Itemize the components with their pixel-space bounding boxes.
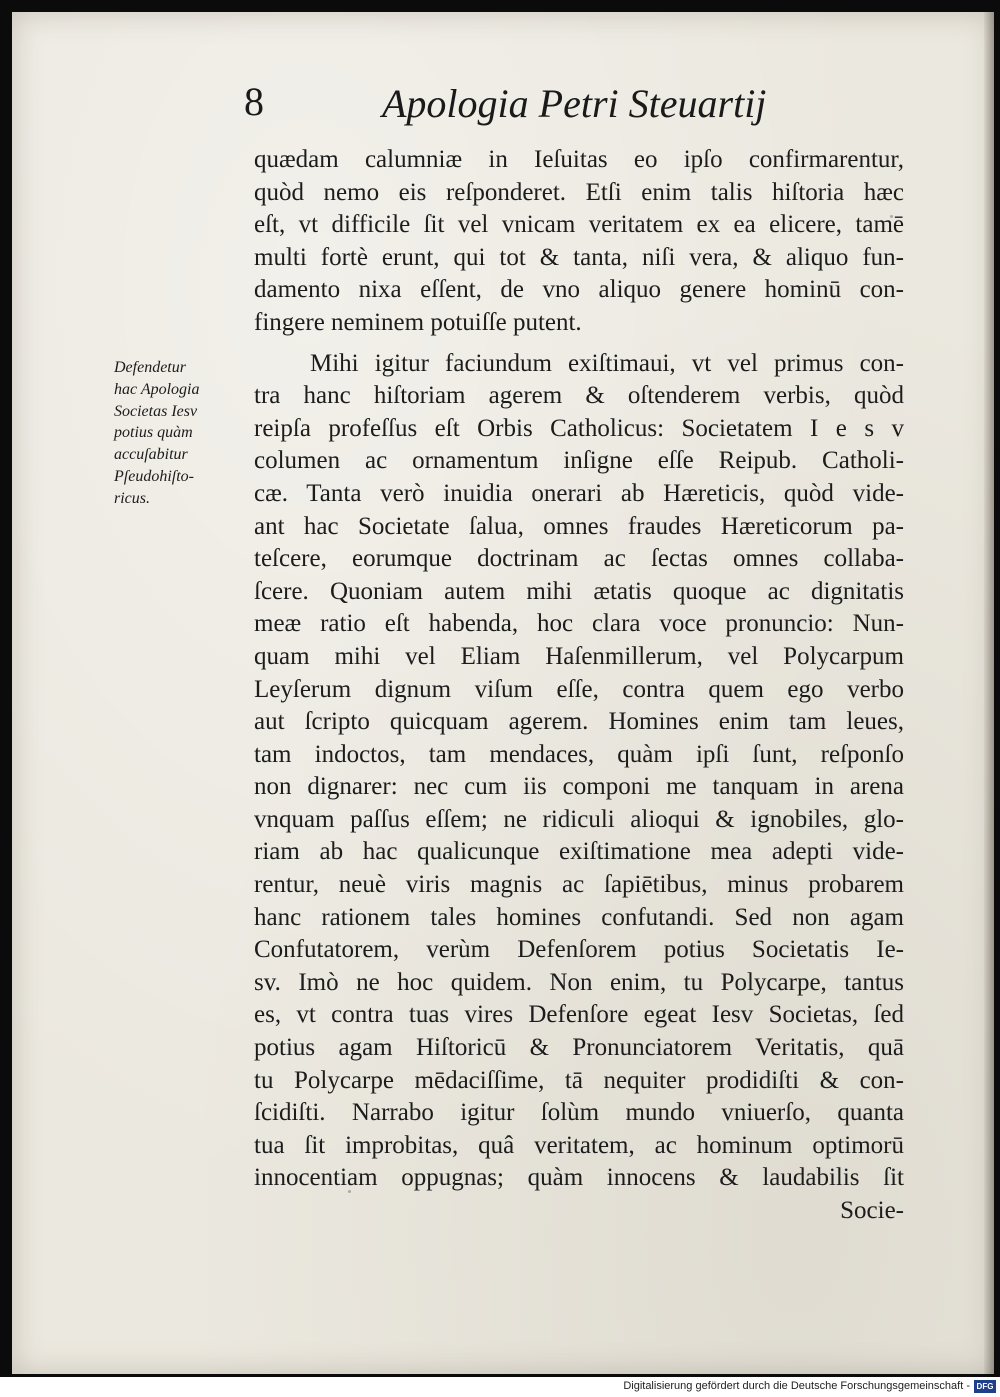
footer-credit: Digitalisierung gefördert durch die Deutsche Forschungsgemeinschaft - [623, 1380, 970, 1392]
text-line: eſt, vt difficile ſit vel vnicam veritatem ex ea elicere, tamē [254, 211, 904, 239]
text-line: ſcidiſti. Narrabo igitur ſolùm mundo vniuerſo, quanta [254, 1099, 904, 1127]
text-line: innocentiam oppugnas; quàm innocens & laudabilis ſit [254, 1164, 904, 1192]
marginal-note [114, 357, 240, 510]
text-line: riam ab hac qualicunque exiſtimatione mea adepti vide- [254, 838, 904, 866]
text-line: es, vt contra tuas vires Defenſore egeat Iesv Societas, ſed [254, 1001, 904, 1029]
body-text [254, 144, 904, 1228]
text-line: Mihi igitur faciundum exiſtimaui, vt vel primus con- [310, 349, 904, 377]
text-line: cæ. Tanta verò inuidia onerari ab Hæreticis, quòd vide- [254, 479, 904, 507]
text-line: quam mihi vel Eliam Haſenmillerum, vel Polycarpum [254, 642, 904, 670]
paper-speck [348, 1190, 351, 1193]
marginal-note-line: accuſabitur [114, 446, 188, 464]
text-line: ant hac Societate ſalua, omnes fraudes Hæreticorum pa- [254, 512, 904, 540]
text-line: sv. Imò ne hoc quidem. Non enim, tu Polycarpe, tantus [254, 968, 904, 996]
text-line: potius agam Hiſtoricū & Pronunciatorem Veritatis, quā [254, 1034, 904, 1062]
dfg-logo: DFG [974, 1380, 996, 1393]
marginal-note-line: hac Apologia [114, 380, 200, 398]
text-line: fingere neminem potuiſſe putent. [254, 308, 582, 336]
text-line: tam indoctos, tam mendaces, quàm ipſi ſunt, reſponſo [254, 740, 904, 768]
text-line: multi fortè erunt, qui tot & tanta, niſi vera, & aliquo fun- [254, 243, 904, 271]
text-line: ſcere. Quoniam autem mihi ætatis quoque ac dignitatis [254, 577, 904, 605]
footer-bar [0, 1377, 1000, 1397]
text-line: hanc rationem tales homines confutandi. Sed non agam [254, 903, 904, 931]
text-line: Leyſerum dignum viſum eſſe, contra quem ego verbo [254, 675, 904, 703]
text-line: non dignarer: nec cum iis componi me tanquam in arena [254, 773, 904, 801]
text-line: quòd nemo eis reſponderet. Etſi enim talis hiſtoria hæc [254, 178, 904, 206]
text-line: damento nixa eſſent, de vno aliquo genere hominū con- [254, 276, 904, 304]
page-number: 8 [244, 79, 264, 124]
text-line: Confutatorem, verùm Defenſorem potius Societatis Ie- [254, 936, 904, 964]
marginal-note-line: Defendetur [114, 359, 186, 376]
catchword: Socie- [840, 1197, 904, 1224]
marginal-note-line: Societas Iesv [114, 402, 198, 420]
paragraph-gap [254, 340, 904, 348]
text-line: vnquam paſſus eſſem; ne ridiculi alioqui & ignobiles, glo- [254, 805, 904, 833]
text-line: rentur, neuè viris magnis ac ſapiētibus, minus probarem [254, 871, 904, 899]
marginal-note-line: potius quàm [114, 424, 193, 442]
paragraph-2 [254, 348, 904, 1195]
text-line: tra hanc hiſtoriam agerem & oſtenderem verbis, quòd [254, 382, 904, 410]
text-line: columen ac ornamentum inſigne eſſe Reipub. Catholi- [254, 447, 904, 475]
page-spine-shadow [984, 12, 994, 1374]
marginal-note-line: Pſeudohiſto- [114, 467, 194, 485]
text-line: teſcere, eorumque doctrinam ac ſectas omnes collaba- [254, 545, 904, 573]
text-line: quædam calumniæ in Ieſuitas eo ipſo confirmarentur, [254, 146, 904, 173]
paper-speck [890, 215, 893, 218]
marginal-note-line: ricus. [114, 489, 150, 507]
text-line: reipſa profeſſus eſt Orbis Catholicus: Societatem I e s v [254, 414, 904, 442]
text-line: tu Polycarpe mēdaciſſime, tā nequiter prodidiſti & con- [254, 1066, 904, 1094]
text-line: tua ſit improbitas, quâ veritatem, ac hominum optimorū [254, 1131, 904, 1159]
text-line: meæ ratio eſt habenda, hoc clara voce pronuncio: Nun- [254, 610, 904, 638]
text-line: aut ſcripto quicquam agerem. Homines enim tam leues, [254, 708, 904, 736]
paragraph-1 [254, 144, 904, 340]
running-head: Apologia Petri Steuartij [382, 81, 767, 126]
